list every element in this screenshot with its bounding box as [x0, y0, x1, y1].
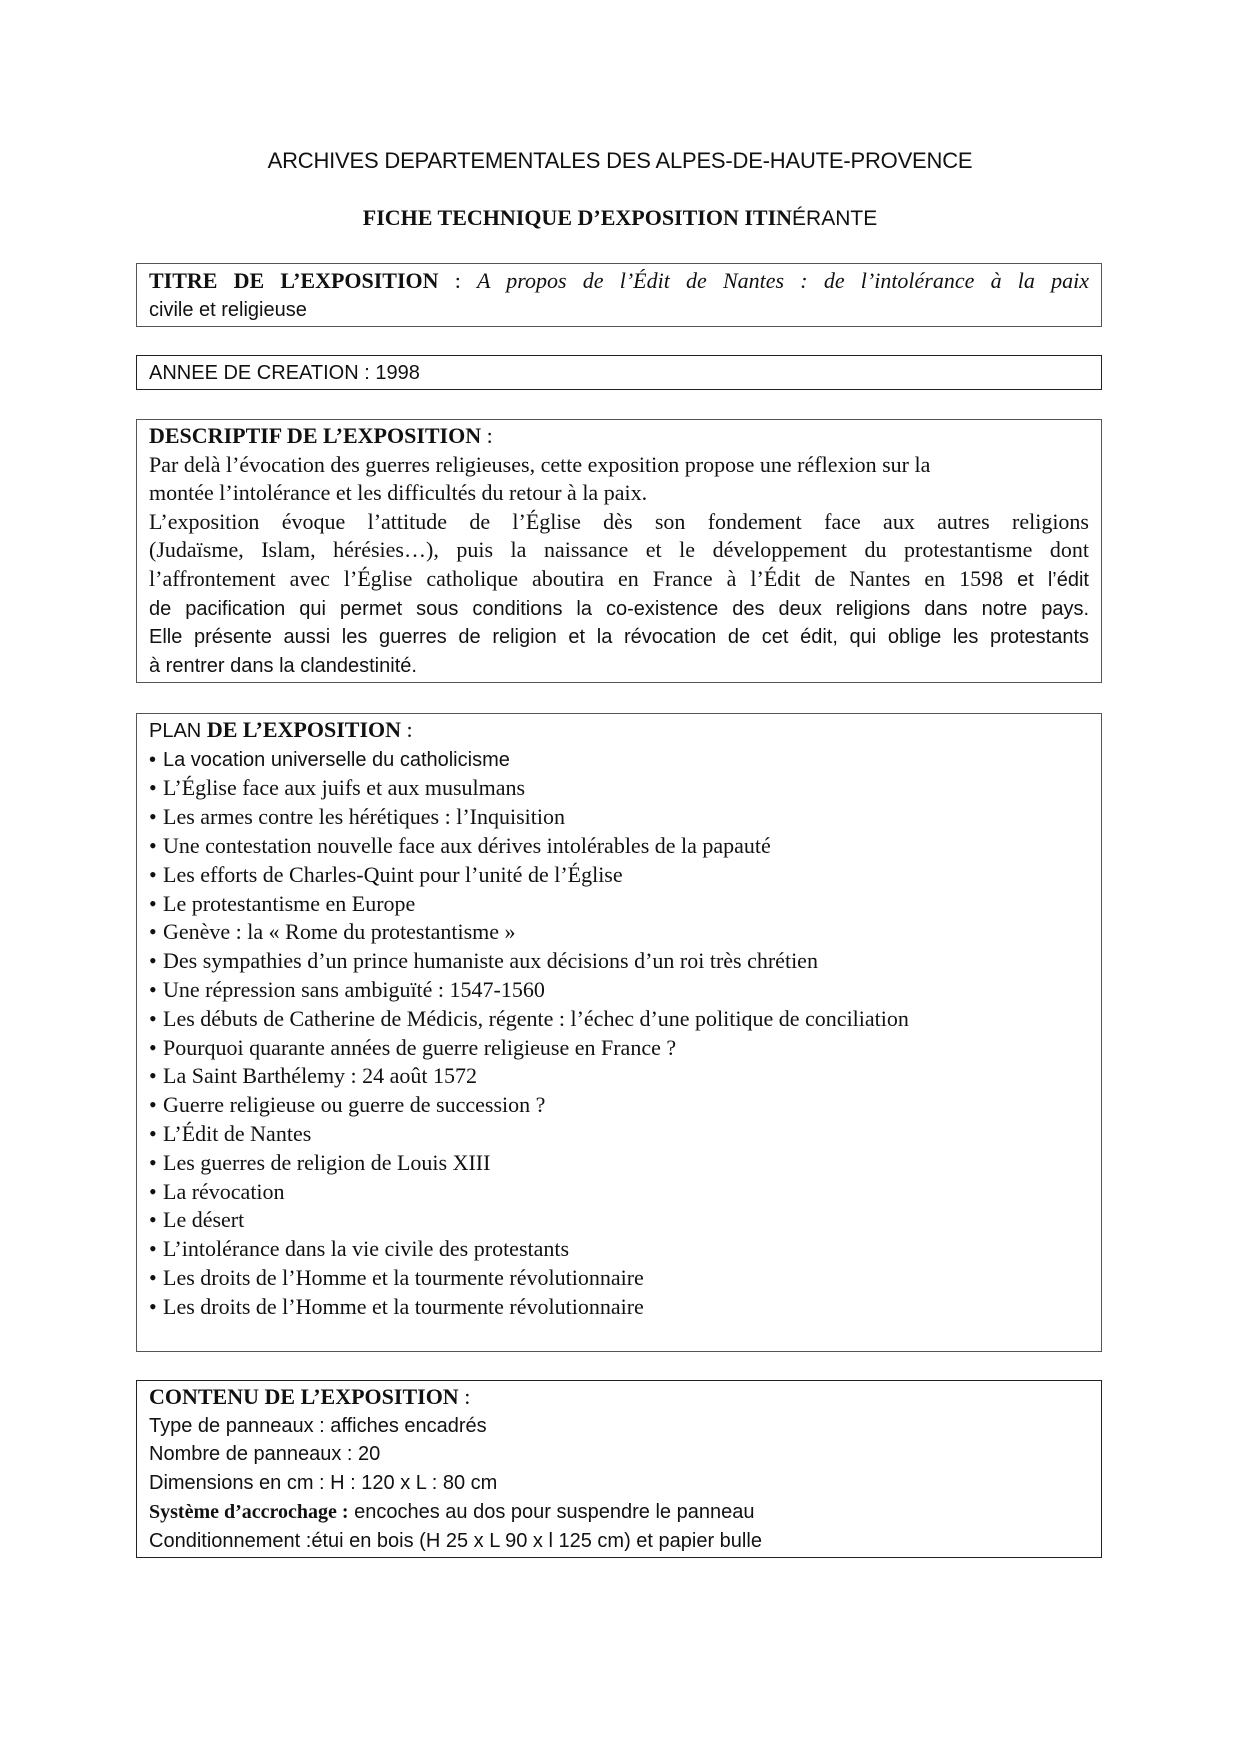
plan-item-text: Genève : la « Rome du protestantisme » [163, 919, 516, 945]
plan-section [136, 713, 1102, 1352]
plan-item-text: La révocation [163, 1178, 285, 1204]
descriptif-line: de pacification qui permet sous conditions la co-existence des deux religions dans notre pays. [149, 597, 1089, 620]
plan-list-item [149, 1206, 1089, 1235]
plan-list [149, 746, 1089, 1322]
plan-item-text: Les efforts de Charles-Quint pour l’unité de l’Église [163, 861, 623, 887]
bullet-icon: • [149, 804, 157, 830]
annee-section [136, 355, 1102, 390]
plan-list-item [149, 976, 1089, 1005]
bullet-icon: • [149, 1264, 157, 1290]
plan-item-text: Une contestation nouvelle face aux dérives intolérables de la papauté [163, 832, 771, 858]
plan-list-item [149, 890, 1089, 919]
annee-value: 1998 [375, 362, 420, 384]
titre-label: TITRE DE L’EXPOSITION [149, 268, 439, 293]
descriptif-heading [149, 422, 1089, 451]
dimensions: Dimensions en cm : H : 120 x L : 80 cm [149, 1471, 498, 1494]
plan-list-item [149, 832, 1089, 861]
plan-list-item [149, 1264, 1089, 1293]
annee-label: ANNEE DE CREATION : [149, 362, 376, 384]
plan-item-text: Pourquoi quarante années de guerre religieuse en France ? [163, 1034, 677, 1060]
plan-item-text: L’Édit de Nantes [163, 1120, 312, 1146]
plan-list-item [149, 1293, 1089, 1322]
titre-value-line-1: A propos de l’Édit de Nantes : de l’intolérance à la paix [477, 268, 1089, 293]
plan-list-item [149, 1062, 1089, 1091]
plan-list-item [149, 1235, 1089, 1264]
nombre-panneaux: Nombre de panneaux : 20 [149, 1443, 381, 1466]
descriptif-section [136, 419, 1102, 683]
plan-item-text: La vocation universelle du catholicisme [163, 748, 510, 771]
bullet-icon: • [149, 1293, 157, 1319]
document-title-main: FICHE TECHNIQUE D’EXPOSITION ITIN [362, 205, 793, 230]
plan-item-text: Les débuts de Catherine de Médicis, régente : l’échec d’une politique de conciliation [163, 1005, 909, 1031]
bullet-icon: • [149, 1178, 157, 1204]
document-title [0, 205, 1240, 231]
plan-item-text: Des sympathies d’un prince humaniste aux décisions d’un roi très chrétien [163, 948, 818, 974]
descriptif-line: à rentrer dans la clandestinité. [149, 654, 417, 677]
descriptif-line: Par delà l’évocation des guerres religieuses, cette exposition propose une réflexion sur la [149, 451, 931, 477]
plan-list-item [149, 947, 1089, 976]
bullet-icon: • [149, 1005, 157, 1031]
type-panneaux: Type de panneaux : affiches encadrés [149, 1414, 487, 1437]
plan-item-text: Guerre religieuse ou guerre de succession ? [163, 1092, 546, 1118]
plan-label: DE L’EXPOSITION [206, 717, 401, 742]
plan-item-text: Les droits de l’Homme et la tourmente révolutionnaire [163, 1264, 644, 1290]
plan-list-item [149, 1178, 1089, 1207]
plan-item-text: La Saint Barthélemy : 24 août 1572 [163, 1063, 478, 1089]
descriptif-line: montée l’intolérance et les difficultés du retour à la paix. [149, 480, 648, 506]
annee-line [149, 358, 1089, 388]
contenu-separator: : [458, 1384, 471, 1409]
bullet-icon: • [149, 1092, 157, 1118]
descriptif-line: L’exposition évoque l’attitude de l’Église dès son fondement face aux autres religions [149, 508, 1089, 534]
institution-header: ARCHIVES DEPARTEMENTALES DES ALPES-DE-HAUTE-PROVENCE [267, 148, 973, 173]
plan-item-text: Le protestantisme en Europe [163, 890, 416, 916]
titre-value-line-2: civile et religieuse [149, 299, 307, 321]
plan-list-item [149, 1005, 1089, 1034]
bullet-icon: • [149, 748, 157, 771]
bullet-icon: • [149, 775, 157, 801]
descriptif-line [149, 565, 1089, 595]
bullet-icon: • [149, 919, 157, 945]
contenu-section [136, 1380, 1102, 1558]
plan-list-item [149, 861, 1089, 890]
plan-item-text: Les droits de l’Homme et la tourmente révolutionnaire [163, 1293, 644, 1319]
plan-list-item [149, 803, 1089, 832]
plan-list-item [149, 918, 1089, 947]
plan-item-text: Le désert [163, 1207, 245, 1233]
contenu-heading [149, 1383, 1089, 1412]
contenu-label: CONTENU DE L’EXPOSITION [149, 1384, 459, 1409]
plan-list-item [149, 1091, 1089, 1120]
bullet-icon: • [149, 1120, 157, 1146]
titre-section [136, 263, 1102, 327]
plan-separator: : [401, 717, 413, 742]
plan-list-item [149, 746, 1089, 775]
plan-list-item [149, 774, 1089, 803]
descriptif-line-part: et l’édit [1003, 568, 1089, 591]
descriptif-line: (Judaïsme, Islam, hérésies…), puis la naissance et le développement du protestantisme dont [149, 537, 1089, 563]
plan-item-text: Les guerres de religion de Louis XIII [163, 1149, 491, 1175]
bullet-icon: • [149, 1236, 157, 1262]
descriptif-separator: : [481, 423, 493, 448]
accrochage-value: encoches au dos pour suspendre le panneau [348, 1501, 755, 1524]
bullet-icon: • [149, 832, 157, 858]
plan-heading [149, 716, 1089, 746]
bullet-icon: • [149, 1063, 157, 1089]
bullet-icon: • [149, 861, 157, 887]
document-title-tail: ÉRANTE [792, 207, 878, 230]
systeme-accrochage [149, 1497, 1089, 1527]
descriptif-line-part: l’affrontement avec l’Église catholique aboutira en France à l’Édit de Nantes en 1598 [149, 565, 1004, 591]
plan-item-text: L’Église face aux juifs et aux musulmans [163, 775, 526, 801]
bullet-icon: • [149, 1207, 157, 1233]
conditionnement: Conditionnement :étui en bois (H 25 x L 90 x l 125 cm) et papier bulle [149, 1529, 762, 1552]
plan-item-text: Les armes contre les hérétiques : l’Inquisition [163, 804, 565, 830]
plan-list-item [149, 1120, 1089, 1149]
descriptif-label: DESCRIPTIF DE L’EXPOSITION [149, 423, 482, 448]
plan-item-text: L’intolérance dans la vie civile des protestants [163, 1236, 570, 1262]
accrochage-label: Système d’accrochage : [149, 1501, 349, 1524]
bullet-icon: • [149, 1034, 157, 1060]
descriptif-line: Elle présente aussi les guerres de religion et la révocation de cet édit, qui oblige les protestants [149, 626, 1089, 649]
bullet-icon: • [149, 976, 157, 1002]
bullet-icon: • [149, 890, 157, 916]
bullet-icon: • [149, 1149, 157, 1175]
titre-line-1 [149, 266, 1089, 296]
bullet-icon: • [149, 948, 157, 974]
plan-item-text: Une répression sans ambiguïté : 1547-1560 [163, 976, 545, 1002]
plan-label-prefix: PLAN [149, 720, 207, 742]
titre-separator: : [438, 268, 478, 293]
plan-list-item [149, 1149, 1089, 1178]
plan-list-item [149, 1034, 1089, 1063]
